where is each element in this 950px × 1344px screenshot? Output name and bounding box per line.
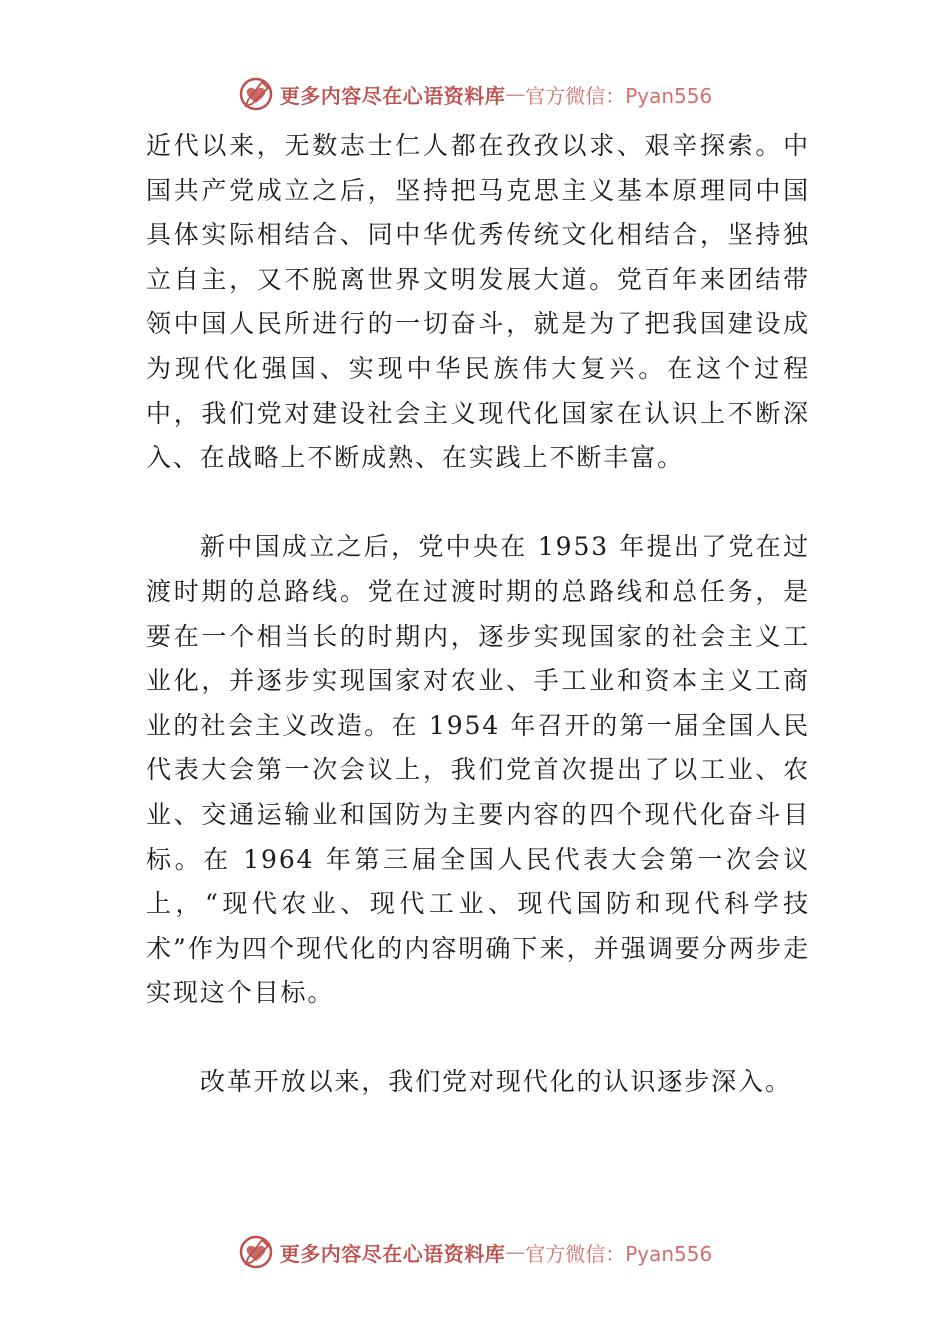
banner-separator: — [505,1240,526,1264]
banner-brand-text: 更多内容尽在心语资料库 [279,1241,506,1266]
banner-separator: — [505,82,526,106]
paragraph-1: 近代以来，无数志士仁人都在孜孜以求、艰辛探索。中国共产党成立之后，坚持把马克思主义基本原理同中国具体实际相结合、同中华优秀传统文化相结合，坚持独立自主，又不脱离世界文明发展大道。党百年来团结带领中国人民所进行的一切奋斗，就是为了把我国建设成为现代化强国、实现中华民族伟大复兴。在这个过程中，我们党对建设社会主义现代化国家在认识上不断深入、在战略上不断成熟、在实践上不断丰富。 [146,131,810,473]
paragraph-3: 改革开放以来，我们党对现代化的认识逐步深入。 [200,1067,792,1097]
banner-brand-text: 更多内容尽在心语资料库 [279,83,506,108]
footer-watermark-banner [0,1230,950,1274]
heart-pen-logo-icon [238,76,274,112]
paragraph-2: 新中国成立之后，党中央在 1953 年提出了党在过渡时期的总路线。党在过渡时期的总路线和总任务，是要在一个相当长的时期内，逐步实现国家的社会主义工业化，并逐步实现国家对农业、手工业和资本主义工商业的社会主义改造。在 1954 年召开的第一届全国人民代表大会第一次会议上，我们党首次提出了以工业、农业、交通运输业和国防为主要内容的四个现代化奋斗目标。在 1964 年第三届全国人民代表大会第一次会议上，“现代农业、现代工业、现代国防和现代科学技术”作为四个现代化的内容明确下来，并强调要分两步走实现这个目标。 [146,532,810,1008]
banner-contact-text: 官方微信：Pyan556 [525,83,713,108]
heart-pen-logo-icon [238,1234,274,1270]
banner-contact-text: 官方微信：Pyan556 [525,1241,713,1266]
paragraph-gap [146,1016,810,1061]
paragraph-gap [146,481,810,526]
header-watermark-banner [0,72,950,116]
document-body [146,124,810,1105]
